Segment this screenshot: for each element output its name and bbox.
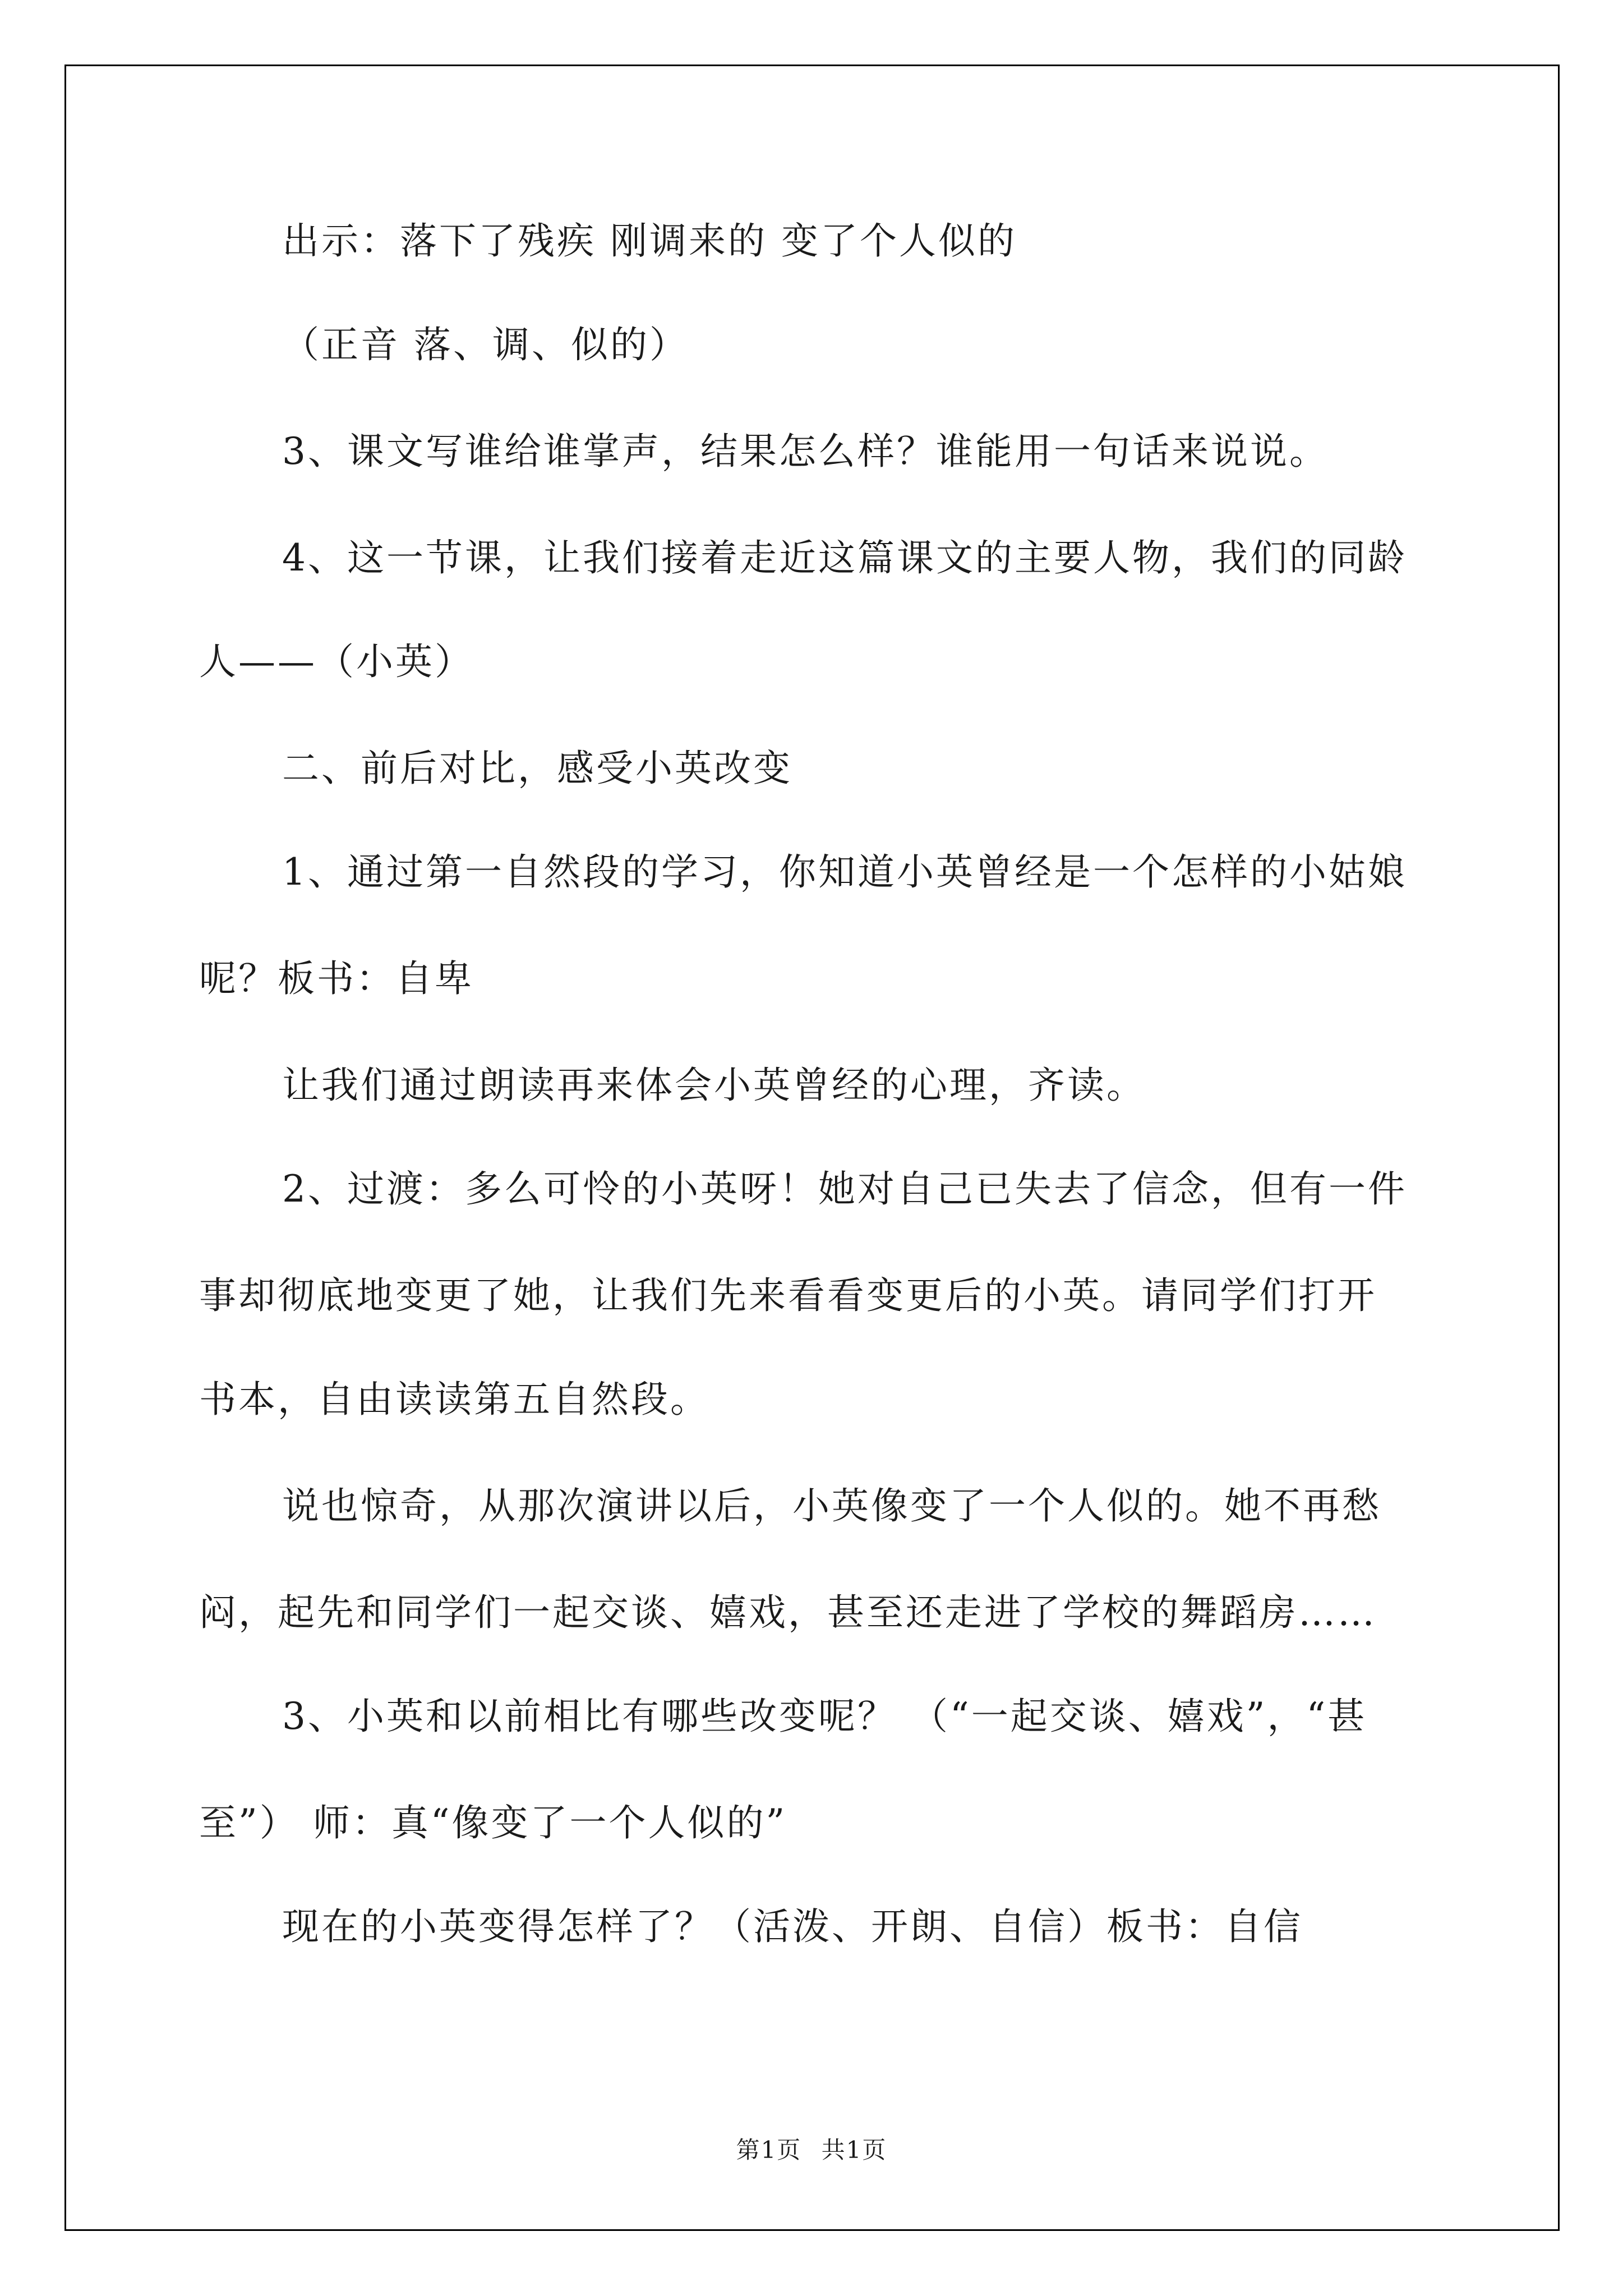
text-line: 让我们通过朗读再来体会小英曾经的心理，齐读。 (282, 1064, 1146, 1107)
page-footer (0, 2136, 1623, 2164)
text-line: 2、过渡：多么可怜的小英呀！她对自己已失去了信念，但有一件 (282, 1167, 1407, 1211)
text-line: 说也惊奇，从那次演讲以后，小英像变了一个人似的。她不再愁 (282, 1484, 1381, 1527)
section-heading: 二、前后对比，感受小英改变 (282, 747, 792, 790)
page-number-current: 第1页 (736, 2136, 802, 2164)
text-line: 事却彻底地变更了她，让我们先来看看变更后的小英。请同学们打开 (199, 1274, 1377, 1317)
text-line: 闷，起先和同学们一起交谈、嬉戏，甚至还走进了学校的舞蹈房…… (199, 1591, 1377, 1634)
text-line: 书本，自由读读第五自然段。 (199, 1378, 709, 1421)
text-line: 呢？板书：自卑 (199, 957, 474, 1000)
page-number-total: 共1页 (821, 2136, 887, 2164)
text-line: 3、课文写谁给谁掌声，结果怎么样？谁能用一句话来说说。 (282, 430, 1329, 473)
text-line: 4、这一节课，让我们接着走近这篇课文的主要人物，我们的同龄 (282, 536, 1407, 579)
text-line: 1、通过第一自然段的学习，你知道小英曾经是一个怎样的小姑娘 (282, 850, 1407, 894)
text-line: 出示：落下了残疾 刚调来的 变了个人似的 (282, 219, 1017, 263)
text-line: 人——（小英） (199, 640, 474, 683)
text-line: 至”） 师：真“像变了一个人似的” (199, 1801, 787, 1844)
text-line: 3、小英和以前相比有哪些改变呢？ （“一起交谈、嬉戏”，“甚 (282, 1695, 1367, 1738)
text-line: 现在的小英变得怎样了？（活泼、开朗、自信）板书：自信 (282, 1905, 1303, 1948)
text-line: （正音 落、调、似的） (282, 323, 689, 366)
